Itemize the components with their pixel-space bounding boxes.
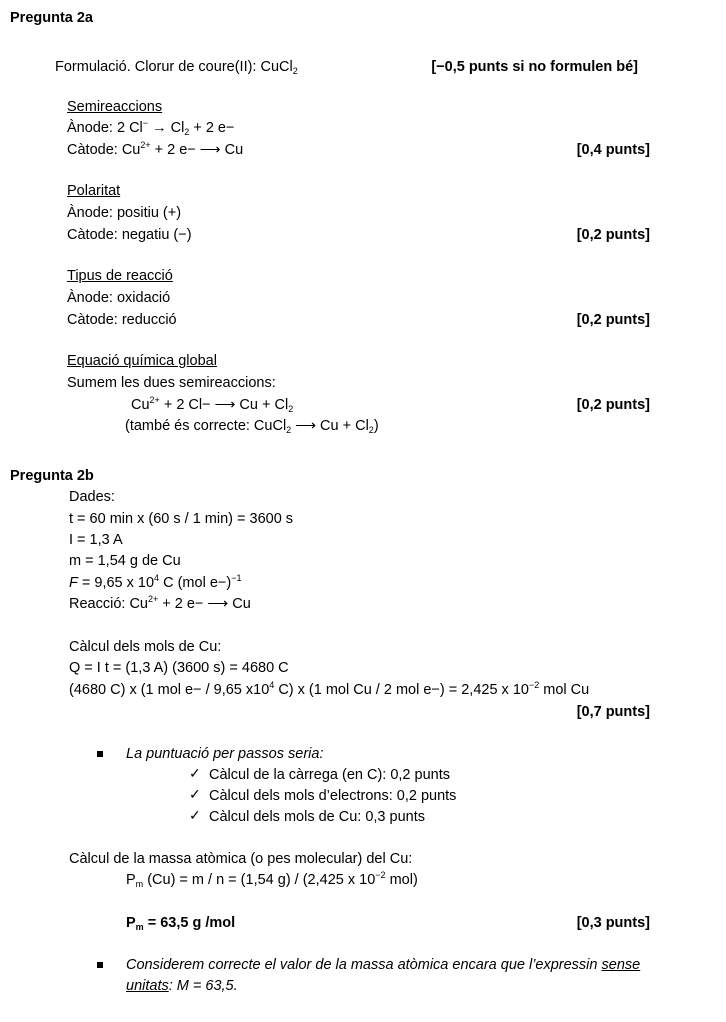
formulation-line: Formulació. Clorur de coure(II): CuCl$_2$ (55, 59, 298, 76)
note-line-2: unitats: M = 63,5. (126, 978, 238, 994)
mass-result: $P_m = 63,5$ g /mol (126, 915, 236, 932)
step-item: Càlcul dels mols d’electrons: 0,2 punts (209, 788, 457, 804)
reaction-type-anode: Ànode: oxidació (67, 290, 171, 306)
step-item: Càlcul de la càrrega (en C): 0,2 punts (209, 767, 450, 783)
steps-title: La puntuació per passos seria: (126, 746, 324, 762)
bullet-icon (97, 962, 103, 968)
mass-calculation: $P_m$ (Cu) = m / n = (1,54 g) / (2,425 x $10^{-2}$ mol) (126, 870, 418, 889)
check-icon: ✓ (189, 765, 201, 781)
polarity-anode: Ànode: positiu (+) (67, 205, 182, 221)
reaction-type-points: [0,2 punts] (576, 312, 650, 328)
formulation-penalty: [−0,5 punts si no formulen bé] (431, 59, 638, 75)
moles-points: [0,7 punts] (576, 704, 650, 720)
polarity-points: [0,2 punts] (576, 227, 650, 243)
moles-title: Càlcul dels mols de Cu: (69, 639, 222, 655)
polarity-cathode: Càtode: negatiu (−) (67, 227, 192, 243)
global-equation-points: [0,2 punts] (576, 397, 650, 413)
step-item: Càlcul dels mols de Cu: 0,3 punts (209, 809, 425, 825)
semireactions-points: [0,4 punts] (576, 142, 650, 158)
cathode-semireaction: Càtode: $Cu^{2+} + 2$ e− ⟶ Cu (67, 140, 244, 158)
data-title: Dades: (69, 489, 115, 505)
global-equation: $Cu^{2+} + 2$ Cl− ⟶ $Cu + Cl_2$ (131, 395, 294, 414)
reaction-type-cathode: Càtode: reducció (67, 312, 177, 328)
check-icon: ✓ (189, 786, 201, 802)
question-2b-heading: Pregunta 2b (10, 468, 94, 484)
data-reaction: Reacció: $Cu^{2+} + 2$ e− ⟶ Cu (69, 594, 251, 612)
data-time: t = 60 min x (60 s / 1 min) = 3600 s (69, 511, 294, 527)
polarity-title: Polaritat (67, 183, 121, 199)
note-line-1: Considerem correcte el valor de la massa atòmica encara que l’expressin sense (126, 957, 641, 973)
question-2a-heading: Pregunta 2a (10, 10, 93, 26)
global-equation-alternative: (també és correcte: CuCl$_2$ ⟶ $Cu + Cl_2$) (125, 418, 379, 435)
moles-calculation: (4680 C) x (1 mol e− / 9,65 $x10^4$ C) x (1 mol Cu / 2 mol e−) = 2,425 x $10^{-2}$ mol Cu (69, 680, 590, 698)
anode-semireaction: Ànode: 2 $Cl^- \to Cl_2 + 2$ e− (67, 118, 235, 137)
reaction-type-title: Tipus de reacció (67, 268, 173, 284)
check-icon: ✓ (189, 807, 201, 823)
data-faraday: F = 9,65 x $10^4$ C (mol e−)$^{-1}$ (69, 573, 242, 591)
data-current: I = 1,3 A (69, 532, 123, 548)
global-equation-intro: Sumem les dues semireaccions: (67, 375, 276, 391)
bullet-icon (97, 751, 103, 757)
global-equation-title: Equació química global (67, 353, 217, 369)
semireactions-title: Semireaccions (67, 99, 163, 115)
mass-points: [0,3 punts] (576, 915, 650, 931)
charge-calculation: Q = I t = (1,3 A) (3600 s) = 4680 C (69, 660, 289, 676)
mass-title: Càlcul de la massa atòmica (o pes molecular) del Cu: (69, 851, 413, 867)
data-mass: m = 1,54 g de Cu (69, 553, 181, 569)
